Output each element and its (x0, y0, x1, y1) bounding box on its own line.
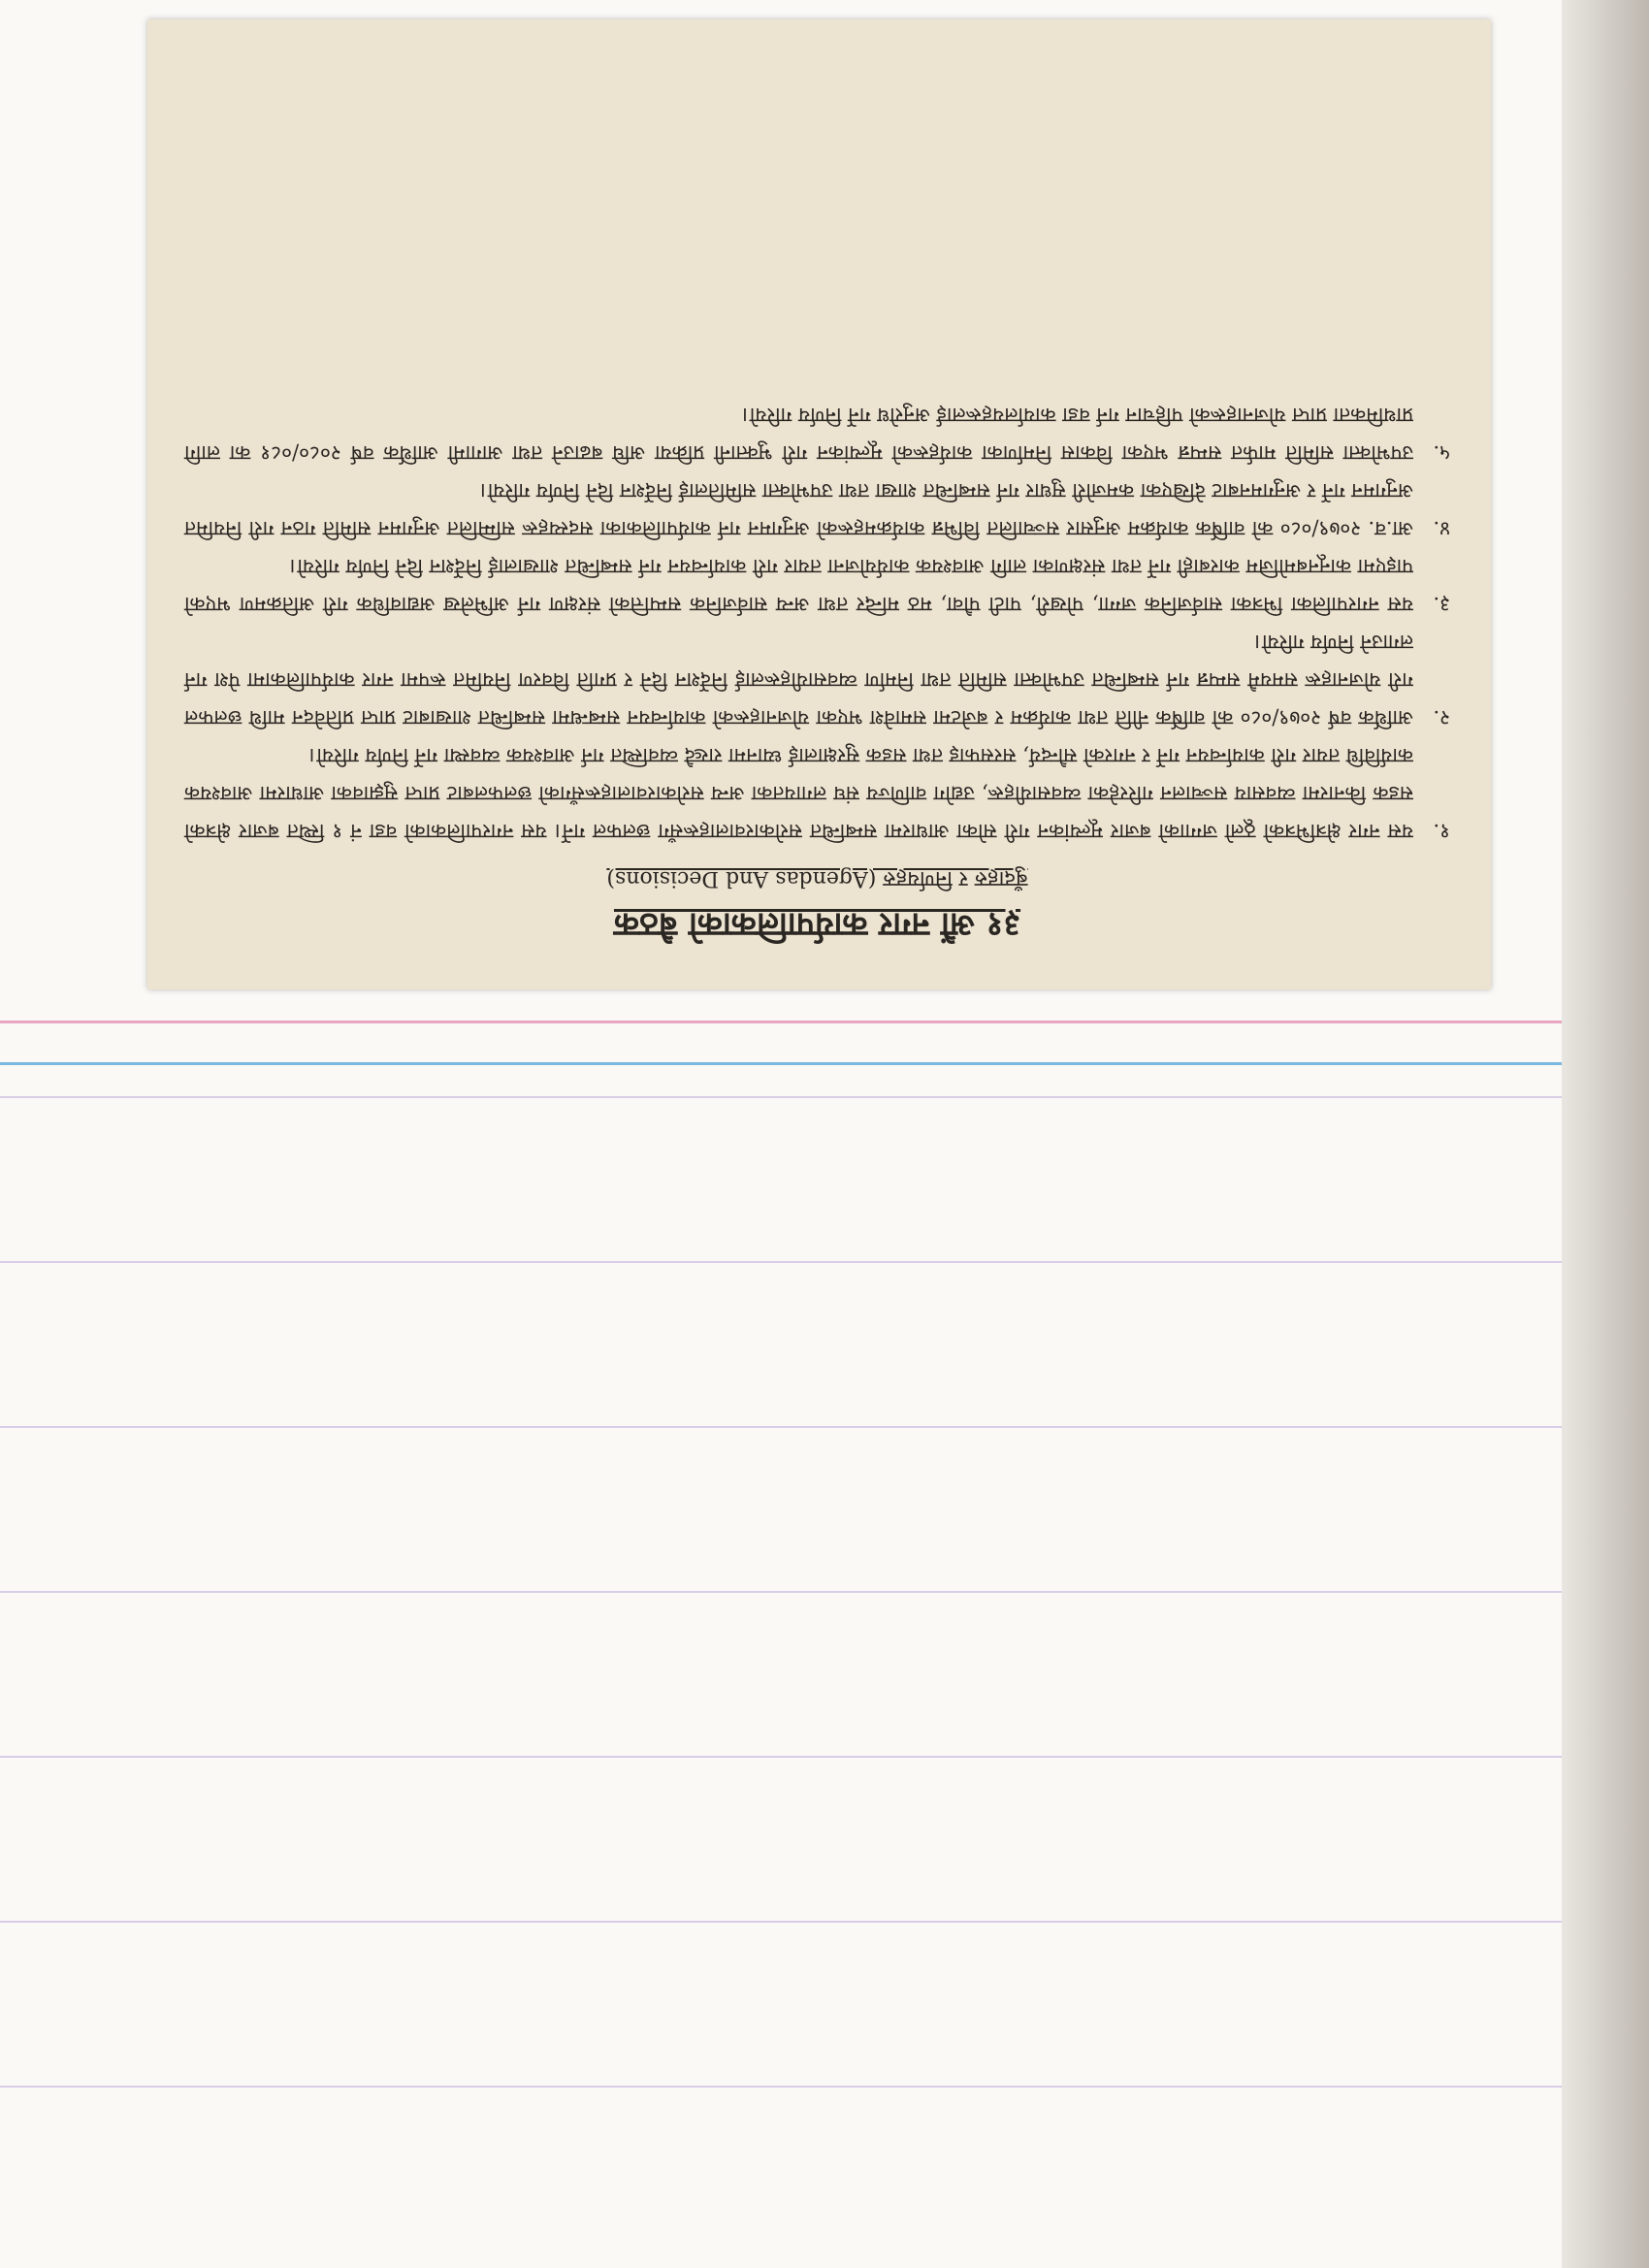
item-number: ५. (1433, 441, 1450, 465)
list-item (184, 623, 1450, 736)
item-text: यस नगर क्षेत्रभित्रको ठूलो जग्गाको बजार मूल्यांकन गरी सोका आधारमा सम्बन्धित सरोकारवालाहरूसँग छलफल गर्ने। यस नगरपालिकाको वडा नं १ स्थित बजार क्षेत्रको सडक किनारमा व्यवसाय सञ्चालन गरिरहेका व्यवसायीहरू, उद्योग वाणिज्य संघ लगायतका अन्य सरोकारवालाहरूसँगको छलफलबाट प्राप्त सुझावका आधारमा आवश्यक कार्यविधि तयार गरी कार्यान्वयन गर्ने र नगरको सौन्दर्य, सरसफाइ तथा सडक सुरक्षालाई ध्यानमा राख्दै व्यवस्थित गर्न आवश्यक व्यवस्था गर्ने निर्णय गरियो। (184, 744, 1413, 843)
list-item (184, 547, 1450, 623)
binding-shadow (1562, 0, 1649, 2268)
item-text: उपभोक्ता समिति मार्फत सम्पन्न भएका विकास निर्माणका कार्यहरूको मूल्यांकन गरी भुक्तानी प्रक्रिया अघि बढाउने तथा आगामी आर्थिक वर्ष २०८०/०८१ का लागि प्राथमिकता प्राप्त योजनाहरूको पहिचान गर्न वडा कार्यालयहरूलाई अनुरोध गर्ने निर्णय गरियो। (184, 404, 1413, 465)
ruled-line (0, 2086, 1649, 2088)
item-text: यस नगरपालिका भित्रका सार्वजनिक जग्गा, पोखरी, पाटी पौवा, मठ मन्दिर तथा अन्य सार्वजनिक सम्पत्तिको संरक्षण गर्न अभिलेख अद्यावधिक गरी अतिक्रमण भएको पाइएमा कानूनबमोजिम कारबाही गर्ने तथा संरक्षणका लागि आवश्यक कार्ययोजना तयार गरी कार्यान्वयन गर्न सम्बन्धित शाखालाई निर्देशन दिने निर्णय गरियो। (184, 555, 1413, 616)
margin-line-blue (0, 1062, 1649, 1065)
page-subtitle: बुँदाहरु र निर्णयहरु (Agendas And Decisions) (606, 866, 1028, 891)
item-number: २. (1433, 706, 1450, 729)
document-content (184, 39, 1450, 955)
item-text: आ.व. २०७९/०८० को वार्षिक कार्यक्रम अनुसार सञ्चालित विभिन्न कार्यक्रमहरूको अनुगमन गर्न कार्यपालिकाका सदस्यहरू सम्मिलित अनुगमन समिति गठन गरी नियमित अनुगमन गर्ने र अनुगमनबाट देखिएका कमजोरी सुधार गर्न सम्बन्धित शाखा तथा उपभोक्ता समितिलाई निर्देशन दिने निर्णय गरियो। (184, 479, 1413, 540)
margin-line-pink (0, 1021, 1649, 1023)
list-item (184, 471, 1450, 547)
ruled-line (0, 1756, 1649, 1758)
pasted-document (147, 19, 1491, 989)
ruled-line (0, 1261, 1649, 1263)
item-number: ४. (1433, 517, 1450, 540)
ruled-line (0, 1096, 1649, 1098)
page-title: ३१ औं नगर कार्यपालिकाको बैठक (613, 905, 1021, 944)
ruled-line (0, 1921, 1649, 1923)
ruled-line (0, 1426, 1649, 1428)
list-item (184, 396, 1450, 471)
document-rotated (147, 19, 1491, 989)
ruled-line (0, 1591, 1649, 1593)
item-text: आर्थिक वर्ष २०७९/०८० को वार्षिक नीति तथा कार्यक्रम र बजेटमा समावेश भएका योजनाहरूको कार्यान्वयन सम्बन्धमा सम्बन्धित शाखाबाट प्राप्त प्रतिवेदन माथि छलफल गरी योजनाहरू समयमै सम्पन्न गर्न सम्बन्धित उपभोक्ता समिति तथा निर्माण व्यवसायीहरूलाई निर्देशन दिने र प्रगति विवरण नियमित रूपमा नगर कार्यपालिकामा पेश गर्न लगाउने निर्णय गरियो। (184, 631, 1413, 729)
list-item (184, 736, 1450, 850)
item-number: ३. (1433, 593, 1450, 616)
item-number: १. (1433, 820, 1450, 843)
